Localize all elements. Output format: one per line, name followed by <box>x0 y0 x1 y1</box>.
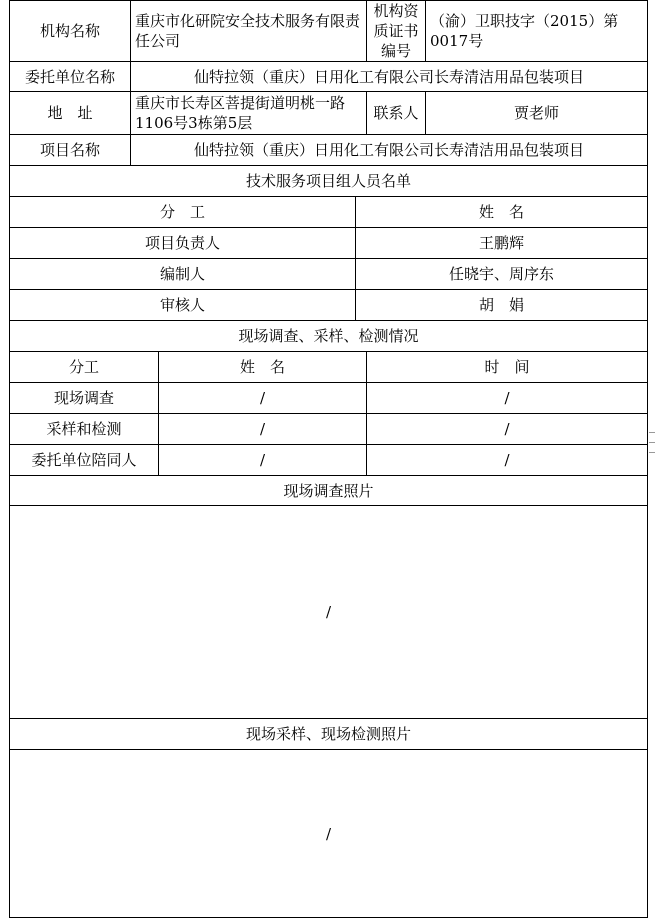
survey-col-role: 分工 <box>10 352 159 383</box>
survey-row <box>10 445 648 476</box>
team-name: 王鹏辉 <box>356 228 648 259</box>
survey-time: / <box>367 445 648 476</box>
team-row <box>10 228 648 259</box>
survey-role: 现场调查 <box>10 383 159 414</box>
org-value: 重庆市化研院安全技术服务有限责任公司 <box>131 1 367 62</box>
survey-row <box>10 414 648 445</box>
survey-time: / <box>367 414 648 445</box>
survey-time: / <box>367 383 648 414</box>
cert-value: （渝）卫职技字（2015）第0017号 <box>426 1 648 62</box>
photos1-row <box>10 506 648 719</box>
address-row <box>10 92 648 135</box>
project-value: 仙特拉领（重庆）日用化工有限公司长寿清洁用品包装项目 <box>131 135 648 166</box>
team-row <box>10 290 648 321</box>
team-col-role: 分 工 <box>10 197 356 228</box>
service-record-table <box>9 0 648 918</box>
survey-title: 现场调查、采样、检测情况 <box>10 321 648 352</box>
survey-header-row <box>10 352 648 383</box>
team-col-name: 姓 名 <box>356 197 648 228</box>
team-role: 审核人 <box>10 290 356 321</box>
sampling-photos-area: / <box>10 750 648 918</box>
team-name: 任晓宇、周序东 <box>356 259 648 290</box>
photos2-row <box>10 750 648 918</box>
team-row <box>10 259 648 290</box>
survey-col-name: 姓 名 <box>159 352 367 383</box>
project-label: 项目名称 <box>10 135 131 166</box>
survey-name: / <box>159 383 367 414</box>
team-title: 技术服务项目组人员名单 <box>10 166 648 197</box>
contact-value: 贾老师 <box>426 92 648 135</box>
client-label: 委托单位名称 <box>10 62 131 92</box>
org-row <box>10 1 648 62</box>
survey-title-row <box>10 321 648 352</box>
survey-col-time: 时 间 <box>367 352 648 383</box>
survey-name: / <box>159 414 367 445</box>
photos2-title-row <box>10 719 648 750</box>
photos1-title-row <box>10 476 648 506</box>
site-survey-photos-area: / <box>10 506 648 719</box>
team-role: 项目负责人 <box>10 228 356 259</box>
sampling-photos-title: 现场采样、现场检测照片 <box>10 719 648 750</box>
address-label: 地 址 <box>10 92 131 135</box>
client-value: 仙特拉领（重庆）日用化工有限公司长寿清洁用品包装项目 <box>131 62 648 92</box>
client-row <box>10 62 648 92</box>
survey-name: / <box>159 445 367 476</box>
survey-role: 委托单位陪同人 <box>10 445 159 476</box>
team-header-row <box>10 197 648 228</box>
survey-role: 采样和检测 <box>10 414 159 445</box>
cert-label: 机构资质证书编号 <box>367 1 426 62</box>
org-label: 机构名称 <box>10 1 131 62</box>
margin-tick-mark <box>649 452 655 453</box>
margin-tick-mark <box>649 432 655 433</box>
project-row <box>10 135 648 166</box>
contact-label: 联系人 <box>367 92 426 135</box>
address-value: 重庆市长寿区菩提街道明桃一路1106号3栋第5层 <box>131 92 367 135</box>
team-title-row <box>10 166 648 197</box>
service-record-sheet <box>9 0 647 918</box>
team-name: 胡 娟 <box>356 290 648 321</box>
survey-row <box>10 383 648 414</box>
site-survey-photos-title: 现场调查照片 <box>10 476 648 506</box>
team-role: 编制人 <box>10 259 356 290</box>
margin-tick-mark <box>649 442 655 443</box>
